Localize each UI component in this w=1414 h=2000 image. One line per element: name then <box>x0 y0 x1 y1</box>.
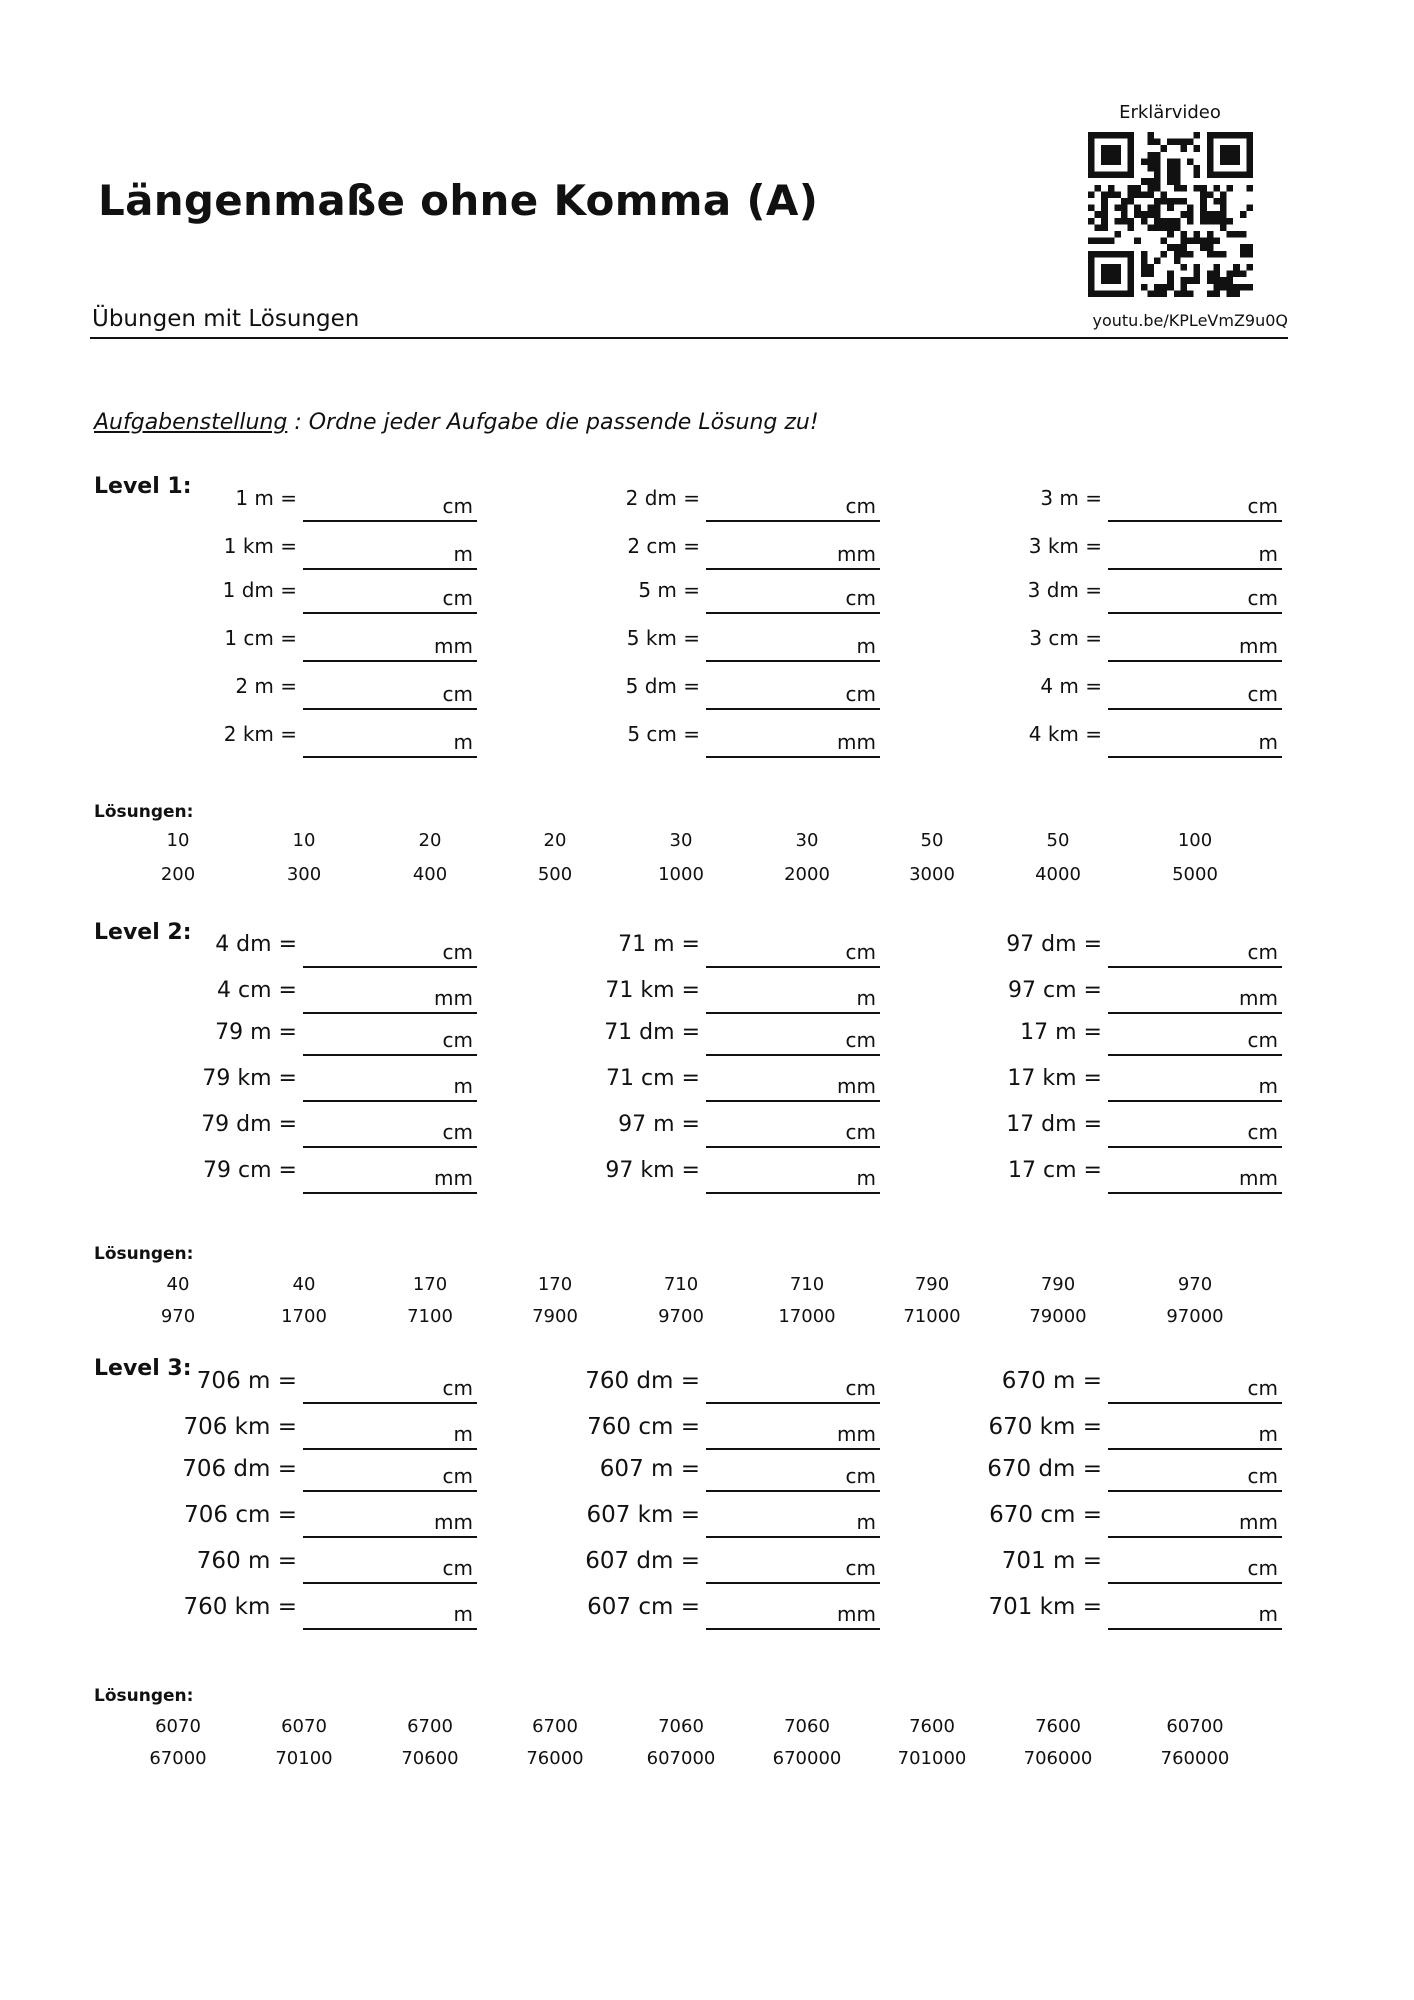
answer-unit: cm <box>1247 1120 1278 1144</box>
solution-value: 60700 <box>1166 1716 1224 1737</box>
task-question: 79 cm = <box>203 1158 297 1183</box>
answer-field[interactable] <box>1108 542 1282 570</box>
solution-value: 760000 <box>1160 1748 1230 1769</box>
answer-field[interactable] <box>1108 1028 1282 1056</box>
answer-field[interactable] <box>706 1602 880 1630</box>
task-question: 71 dm = <box>604 1020 700 1045</box>
answer-field[interactable] <box>1108 1376 1282 1404</box>
solution-value: 2000 <box>784 864 830 885</box>
solution-value: 50 <box>1046 830 1070 851</box>
qr-label: Erklärvideo <box>1119 102 1221 123</box>
page-title: Längenmaße ohne Komma (A) <box>98 176 819 225</box>
solution-value: 76000 <box>526 1748 584 1769</box>
task-question: 607 m = <box>599 1456 700 1482</box>
answer-field[interactable] <box>1108 940 1282 968</box>
answer-unit: cm <box>442 586 473 610</box>
task-question: 760 km = <box>183 1594 297 1620</box>
solutions-title: Lösungen: <box>94 1244 194 1264</box>
solution-value: 40 <box>292 1274 316 1295</box>
answer-field[interactable] <box>1108 1120 1282 1148</box>
answer-unit: cm <box>442 1464 473 1488</box>
task-question: 670 cm = <box>989 1502 1102 1528</box>
answer-field[interactable] <box>1108 1166 1282 1194</box>
answer-field[interactable] <box>303 1422 477 1450</box>
solution-value: 9700 <box>658 1306 704 1327</box>
answer-unit: cm <box>845 586 876 610</box>
answer-unit: cm <box>845 1028 876 1052</box>
answer-field[interactable] <box>303 634 477 662</box>
answer-field[interactable] <box>706 634 880 662</box>
solution-value: 7060 <box>784 1716 830 1737</box>
solution-value: 20 <box>543 830 567 851</box>
answer-unit: m <box>856 634 876 658</box>
task-question: 5 km = <box>626 626 700 650</box>
answer-unit: cm <box>442 1556 473 1580</box>
solution-value: 6700 <box>532 1716 578 1737</box>
solution-value: 790 <box>1040 1274 1076 1295</box>
solution-value: 1000 <box>658 864 704 885</box>
task-question: 706 cm = <box>184 1502 297 1528</box>
task-question: 97 cm = <box>1008 978 1102 1003</box>
solution-value: 500 <box>537 864 573 885</box>
solution-value: 1700 <box>281 1306 327 1327</box>
answer-field[interactable] <box>303 542 477 570</box>
answer-field[interactable] <box>706 1556 880 1584</box>
answer-field[interactable] <box>706 1120 880 1148</box>
solution-value: 6070 <box>281 1716 327 1737</box>
solution-value: 300 <box>286 864 322 885</box>
answer-field[interactable] <box>706 1422 880 1450</box>
answer-unit: mm <box>837 542 876 566</box>
solution-value: 7100 <box>407 1306 453 1327</box>
task-question: 1 km = <box>223 534 297 558</box>
answer-field[interactable] <box>303 1028 477 1056</box>
task-question: 4 dm = <box>215 932 297 957</box>
answer-unit: m <box>1258 542 1278 566</box>
task-question: 701 km = <box>988 1594 1102 1620</box>
answer-unit: m <box>1258 1602 1278 1626</box>
answer-unit: mm <box>1239 986 1278 1010</box>
task-question: 3 m = <box>1040 486 1102 510</box>
answer-unit: cm <box>845 682 876 706</box>
qr-code-icon[interactable] <box>1088 132 1253 297</box>
task-question: 607 cm = <box>587 1594 700 1620</box>
task-question: 17 cm = <box>1008 1158 1102 1183</box>
solution-value: 71000 <box>903 1306 961 1327</box>
solution-value: 7600 <box>909 1716 955 1737</box>
answer-unit: cm <box>1247 940 1278 964</box>
answer-field[interactable] <box>303 1510 477 1538</box>
answer-unit: cm <box>1247 586 1278 610</box>
task-question: 97 km = <box>605 1158 700 1183</box>
answer-field[interactable] <box>303 730 477 758</box>
answer-field[interactable] <box>706 1028 880 1056</box>
answer-unit: mm <box>434 1510 473 1534</box>
answer-field[interactable] <box>1108 586 1282 614</box>
solution-value: 200 <box>160 864 196 885</box>
answer-field[interactable] <box>706 1376 880 1404</box>
answer-unit: m <box>856 986 876 1010</box>
task-question: 760 cm = <box>587 1414 700 1440</box>
task-question: 706 dm = <box>182 1456 297 1482</box>
answer-unit: cm <box>442 682 473 706</box>
solution-value: 710 <box>789 1274 825 1295</box>
solution-value: 30 <box>795 830 819 851</box>
answer-unit: cm <box>1247 1376 1278 1400</box>
solution-value: 706000 <box>1023 1748 1093 1769</box>
answer-field[interactable] <box>706 494 880 522</box>
task-question: 4 m = <box>1040 674 1102 698</box>
answer-field[interactable] <box>1108 1074 1282 1102</box>
answer-field[interactable] <box>706 586 880 614</box>
solution-value: 40 <box>166 1274 190 1295</box>
answer-field[interactable] <box>1108 1556 1282 1584</box>
answer-field[interactable] <box>1108 494 1282 522</box>
task-question: 17 dm = <box>1006 1112 1102 1137</box>
answer-field[interactable] <box>303 1120 477 1148</box>
task-question: 3 dm = <box>1027 578 1102 602</box>
solution-value: 3000 <box>909 864 955 885</box>
task-question: 607 dm = <box>585 1548 700 1574</box>
solution-value: 70100 <box>275 1748 333 1769</box>
answer-unit: cm <box>1247 1028 1278 1052</box>
solution-value: 970 <box>160 1306 196 1327</box>
answer-unit: cm <box>845 1120 876 1144</box>
answer-unit: mm <box>1239 1510 1278 1534</box>
solution-value: 30 <box>669 830 693 851</box>
answer-field[interactable] <box>1108 730 1282 758</box>
task-question: 3 km = <box>1028 534 1102 558</box>
answer-unit: mm <box>434 1166 473 1190</box>
task-question: 79 m = <box>215 1020 297 1045</box>
task-question: 5 cm = <box>627 722 700 746</box>
task-question: 670 dm = <box>987 1456 1102 1482</box>
answer-unit: mm <box>837 730 876 754</box>
level-title: Level 1: <box>94 474 192 499</box>
answer-field[interactable] <box>706 1464 880 1492</box>
task-question: 3 cm = <box>1029 626 1102 650</box>
task-question: 71 km = <box>605 978 700 1003</box>
solution-value: 20 <box>418 830 442 851</box>
solution-value: 6700 <box>407 1716 453 1737</box>
solution-value: 6070 <box>155 1716 201 1737</box>
task-question: 4 km = <box>1028 722 1102 746</box>
answer-unit: m <box>453 730 473 754</box>
answer-unit: cm <box>845 1556 876 1580</box>
answer-unit: cm <box>1247 494 1278 518</box>
task-question: 79 km = <box>202 1066 297 1091</box>
task-question: 760 m = <box>196 1548 297 1574</box>
task-question: 79 dm = <box>201 1112 297 1137</box>
task-question: 2 dm = <box>625 486 700 510</box>
answer-field[interactable] <box>1108 1602 1282 1630</box>
video-link[interactable]: youtu.be/KPLeVmZ9u0Q <box>1092 311 1288 330</box>
solutions-title: Lösungen: <box>94 1686 194 1706</box>
solution-value: 10 <box>166 830 190 851</box>
task-question: 670 km = <box>988 1414 1102 1440</box>
answer-unit: mm <box>1239 1166 1278 1190</box>
task-question: 607 km = <box>586 1502 700 1528</box>
answer-unit: cm <box>442 494 473 518</box>
task-question: 71 m = <box>618 932 700 957</box>
solution-value: 7600 <box>1035 1716 1081 1737</box>
solution-value: 790 <box>914 1274 950 1295</box>
solution-value: 79000 <box>1029 1306 1087 1327</box>
answer-unit: cm <box>845 494 876 518</box>
task-question: 2 km = <box>223 722 297 746</box>
answer-unit: m <box>1258 1074 1278 1098</box>
solution-value: 170 <box>412 1274 448 1295</box>
solution-value: 970 <box>1177 1274 1213 1295</box>
task-question: 71 cm = <box>606 1066 700 1091</box>
answer-field[interactable] <box>706 542 880 570</box>
answer-field[interactable] <box>303 940 477 968</box>
solution-value: 4000 <box>1035 864 1081 885</box>
solution-value: 7060 <box>658 1716 704 1737</box>
answer-field[interactable] <box>303 1074 477 1102</box>
instruction-text: : Ordne jeder Aufgabe die passende Lösung zu! <box>287 410 819 435</box>
answer-field[interactable] <box>706 1074 880 1102</box>
answer-field[interactable] <box>706 986 880 1014</box>
task-question: 1 cm = <box>224 626 297 650</box>
answer-field[interactable] <box>303 1464 477 1492</box>
instruction <box>94 410 819 435</box>
answer-field[interactable] <box>303 1166 477 1194</box>
answer-unit: m <box>1258 1422 1278 1446</box>
answer-field[interactable] <box>1108 1510 1282 1538</box>
task-question: 670 m = <box>1001 1368 1102 1394</box>
answer-field[interactable] <box>303 1376 477 1404</box>
solution-value: 701000 <box>897 1748 967 1769</box>
answer-field[interactable] <box>1108 986 1282 1014</box>
answer-field[interactable] <box>303 682 477 710</box>
answer-field[interactable] <box>303 986 477 1014</box>
answer-unit: mm <box>434 986 473 1010</box>
answer-unit: cm <box>1247 682 1278 706</box>
task-question: 2 cm = <box>627 534 700 558</box>
answer-field[interactable] <box>1108 1422 1282 1450</box>
instruction-label: Aufgabenstellung <box>94 410 288 435</box>
answer-unit: m <box>453 1602 473 1626</box>
solutions-title: Lösungen: <box>94 802 194 822</box>
solution-value: 17000 <box>778 1306 836 1327</box>
task-question: 2 m = <box>235 674 297 698</box>
answer-unit: mm <box>1239 634 1278 658</box>
answer-unit: cm <box>845 1464 876 1488</box>
solution-value: 50 <box>920 830 944 851</box>
task-question: 706 km = <box>183 1414 297 1440</box>
task-question: 701 m = <box>1001 1548 1102 1574</box>
answer-unit: mm <box>837 1602 876 1626</box>
solution-value: 400 <box>412 864 448 885</box>
level-title: Level 2: <box>94 920 192 945</box>
answer-unit: mm <box>837 1074 876 1098</box>
task-question: 1 dm = <box>222 578 297 602</box>
answer-unit: m <box>453 1074 473 1098</box>
header-divider <box>90 337 1288 339</box>
level-title: Level 3: <box>94 1356 192 1381</box>
task-question: 97 dm = <box>1006 932 1102 957</box>
task-question: 4 cm = <box>217 978 297 1003</box>
answer-field[interactable] <box>706 1166 880 1194</box>
answer-field[interactable] <box>706 940 880 968</box>
solution-value: 710 <box>663 1274 699 1295</box>
answer-unit: cm <box>1247 1464 1278 1488</box>
task-question: 706 m = <box>196 1368 297 1394</box>
answer-unit: mm <box>434 634 473 658</box>
solution-value: 97000 <box>1166 1306 1224 1327</box>
answer-field[interactable] <box>1108 634 1282 662</box>
task-question: 5 m = <box>638 578 700 602</box>
answer-unit: cm <box>442 1120 473 1144</box>
solution-value: 67000 <box>149 1748 207 1769</box>
answer-unit: cm <box>845 940 876 964</box>
answer-field[interactable] <box>706 1510 880 1538</box>
task-question: 1 m = <box>235 486 297 510</box>
solution-value: 170 <box>537 1274 573 1295</box>
answer-field[interactable] <box>706 682 880 710</box>
answer-unit: m <box>453 1422 473 1446</box>
solution-value: 100 <box>1177 830 1213 851</box>
solution-value: 10 <box>292 830 316 851</box>
answer-unit: mm <box>837 1422 876 1446</box>
answer-field[interactable] <box>303 1602 477 1630</box>
solution-value: 607000 <box>646 1748 716 1769</box>
answer-field[interactable] <box>303 586 477 614</box>
task-question: 760 dm = <box>585 1368 700 1394</box>
answer-field[interactable] <box>706 730 880 758</box>
answer-field[interactable] <box>303 1556 477 1584</box>
solution-value: 7900 <box>532 1306 578 1327</box>
answer-unit: m <box>1258 730 1278 754</box>
solution-value: 70600 <box>401 1748 459 1769</box>
answer-unit: cm <box>442 1376 473 1400</box>
page-subtitle: Übungen mit Lösungen <box>92 306 360 332</box>
answer-unit: m <box>453 542 473 566</box>
answer-field[interactable] <box>303 494 477 522</box>
solution-value: 5000 <box>1172 864 1218 885</box>
task-question: 97 m = <box>618 1112 700 1137</box>
answer-unit: cm <box>845 1376 876 1400</box>
answer-unit: cm <box>1247 1556 1278 1580</box>
answer-field[interactable] <box>1108 682 1282 710</box>
answer-unit: m <box>856 1510 876 1534</box>
answer-unit: m <box>856 1166 876 1190</box>
task-question: 5 dm = <box>625 674 700 698</box>
task-question: 17 km = <box>1007 1066 1102 1091</box>
answer-unit: cm <box>442 1028 473 1052</box>
answer-unit: cm <box>442 940 473 964</box>
answer-field[interactable] <box>1108 1464 1282 1492</box>
task-question: 17 m = <box>1020 1020 1102 1045</box>
solution-value: 670000 <box>772 1748 842 1769</box>
